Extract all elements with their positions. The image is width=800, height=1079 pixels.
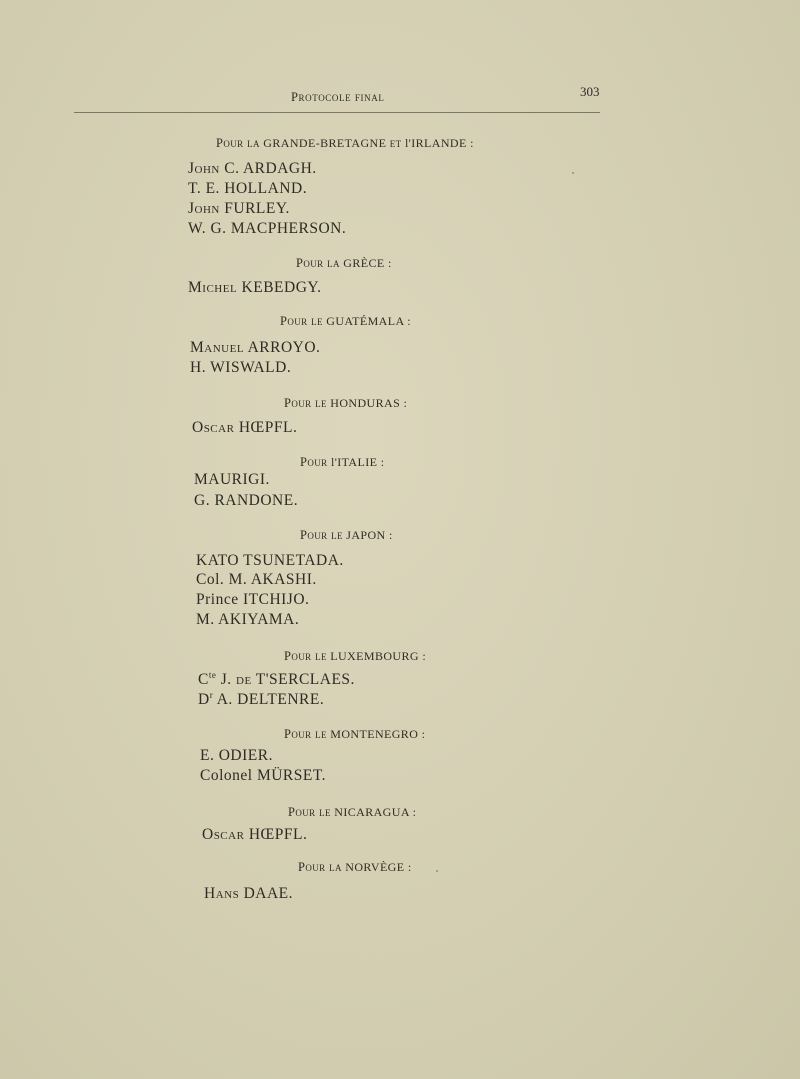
section-heading-guatemala: Pour le GUATÉMALA :: [280, 314, 412, 328]
signatory: Oscar HŒPFL.: [202, 826, 308, 843]
signatory: W. G. MACPHERSON.: [188, 220, 347, 237]
section-heading-grande-bretagne: Pour la GRANDE-BRETAGNE et l'IRLANDE :: [216, 136, 474, 150]
section-heading-japon: Pour le JAPON :: [300, 528, 393, 542]
section-heading-montenegro: Pour le MONTENEGRO :: [284, 727, 426, 741]
page-number: 303: [580, 84, 600, 99]
signatory: Michel KEBEDGY.: [188, 279, 322, 296]
section-heading-norvege: Pour la NORVÈGE :: [298, 860, 412, 874]
signatory: John FURLEY.: [188, 200, 290, 217]
section-heading-nicaragua: Pour le NICARAGUA :: [288, 805, 417, 819]
signatory: Prince ITCHIJO.: [196, 591, 310, 608]
signatory: Manuel ARROYO.: [190, 339, 321, 356]
section-heading-honduras: Pour le HONDURAS :: [284, 396, 408, 410]
signatory: E. ODIER.: [200, 747, 273, 764]
signatory: Hans DAAE.: [204, 885, 294, 902]
signatory: $C^{te}$ J. de T'SERCLAES.: [198, 670, 355, 688]
section-heading-grece: Pour la GRÈCE :: [296, 256, 392, 270]
signatory: T. E. HOLLAND.: [188, 180, 308, 197]
paper-speck: [572, 172, 574, 174]
signatory: Colonel MÜRSET.: [200, 767, 327, 784]
signatory: G. RANDONE.: [194, 492, 299, 509]
signatory: H. WISWALD.: [190, 359, 292, 376]
header-rule: [74, 112, 600, 113]
section-heading-italie: Pour l'ITALIE :: [300, 455, 385, 469]
signatory: John C. ARDAGH.: [188, 160, 317, 177]
signatory: MAURIGI.: [194, 471, 270, 488]
signatory: $D^r$ A. DELTENRE.: [198, 690, 325, 708]
signatory: Oscar HŒPFL.: [192, 419, 298, 436]
running-title: Protocole final: [291, 90, 385, 104]
signatory: Col. M. AKASHI.: [196, 571, 317, 588]
section-heading-luxembourg: Pour le LUXEMBOURG :: [284, 649, 427, 663]
signatory: M. AKIYAMA.: [196, 611, 300, 628]
signatory: KATO TSUNETADA.: [196, 552, 344, 569]
paper-speck: [436, 870, 438, 872]
